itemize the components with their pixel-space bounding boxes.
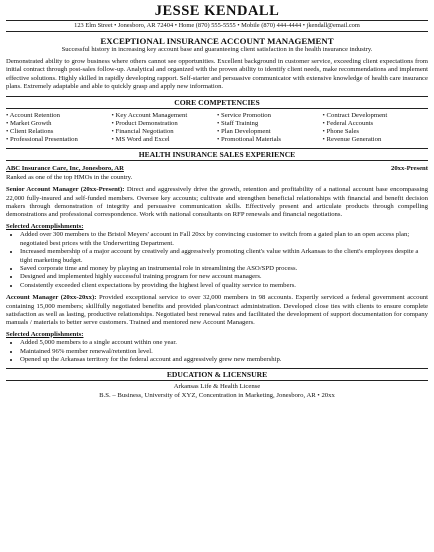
competency-item: • Professional Presentation <box>6 136 112 144</box>
competency-item: • Financial Negotiation <box>112 128 218 136</box>
candidate-name: JESSE KENDALL <box>154 3 280 19</box>
competency-item: • Key Account Management <box>112 112 218 120</box>
list-item: • Added 5,000 members to a single account within one year. <box>20 339 428 347</box>
role-account-manager <box>6 294 428 328</box>
competency-column <box>323 112 429 145</box>
role-title: Senior Account Manager (20xx-Present): <box>6 186 125 194</box>
list-item: • Maintained 96% member renewal/retention level. <box>20 348 428 356</box>
competency-column <box>112 112 218 145</box>
contact-line: 123 Elm Street • Jonesboro, AR 72404 • Home (870) 555-5555 • Mobile (870) 444-4444 • jkendall@email.com <box>6 20 428 32</box>
competency-item: • Market Growth <box>6 120 112 128</box>
role-title: Account Manager (20xx-20xx): <box>6 294 97 302</box>
accomplishments-label: Selected Accomplishments: <box>6 330 84 338</box>
competency-item: • Revenue Generation <box>323 136 429 144</box>
list-item: • Added over 300 members to the Bristol Meyers' account in Fall 20xx by convincing customer to switch from a gated plan to an open access plan; negotiated best prices with the Underwriting Department. <box>20 231 428 248</box>
competency-item: • MS Word and Excel <box>112 136 218 144</box>
education-heading: EDUCATION & LICENSURE <box>6 368 428 381</box>
experience-heading: HEALTH INSURANCE SALES EXPERIENCE <box>6 148 428 161</box>
competency-item: • Promotional Materials <box>217 136 323 144</box>
competency-item: • Product Demonstration <box>112 120 218 128</box>
employer-ranking: Ranked as one of the top HMOs in the country. <box>6 173 133 181</box>
competency-item: • Contract Development <box>323 112 429 120</box>
accomplishments-list <box>6 339 428 364</box>
competency-item: • Plan Development <box>217 128 323 136</box>
degree-line: B.S. – Business, University of XYZ, Concentration in Marketing, Jonesboro, AR • 20xx <box>99 391 335 399</box>
license-line: Arkansas Life & Health License <box>173 383 261 391</box>
competencies-heading: CORE COMPETENCIES <box>6 96 428 109</box>
accomplishments-label: Selected Accomplishments: <box>6 222 84 230</box>
competency-item: • Staff Training <box>217 120 323 128</box>
role-description: Direct and aggressively drive the growth, retention and profitability of a national account base encompassing 22,000 fully-insured and self-funded members. Oversee key accounts; cultivate and strengthen beneficial relationships with financial and benefit decision makers through demonstration of integrity and persuasive communication skills. Effectively present and articulate products through compelling demonstrations and professional correspondence. Work with national consultants on RFP renewals and financial negotiations. <box>6 186 428 219</box>
role-senior-account-manager <box>6 186 428 220</box>
list-item: • Saved corporate time and money by playing an instrumental role in streamlining the ASO/SPD process. <box>20 265 428 273</box>
role-description: Provided exceptional service to over 32,000 members in 98 accounts. Expertly serviced a federal government account containing 15,000 members; skillfully negotiated benefits and provided plan/contract administration. Developed close ties with clients to ensure complete satisfaction as well as lasting, productive relationships. Negotiated best renewal rates and facilitated the development of support documentation for company manuals / materials to better serve customers. Trained and mentored new Account Managers. <box>6 294 428 327</box>
competency-item: • Federal Accounts <box>323 120 429 128</box>
competency-column <box>6 112 112 145</box>
competency-column <box>217 112 323 145</box>
employer-line <box>6 165 428 173</box>
competency-item: • Phone Sales <box>323 128 429 136</box>
competencies-grid <box>6 112 428 145</box>
competency-item: • Account Retention <box>6 112 112 120</box>
employment-dates: 20xx-Present <box>390 165 428 173</box>
list-item: • Opened up the Arkansas territory for the federal account and aggressively grew new membership. <box>20 356 428 364</box>
resume-tagline: Successful history in increasing key account base and guaranteeing client satisfaction in the health insurance industry. <box>61 46 373 53</box>
employer-name: ABC Insurance Care, Inc, Jonesboro, AR <box>6 165 124 173</box>
competency-item: • Client Relations <box>6 128 112 136</box>
list-item: • Designed and implemented highly successful training program for new account managers. <box>20 273 428 281</box>
summary-paragraph: Demonstrated ability to grow business where others cannot see opportunities. Excellent background in customer service, exceeding client expectations from initial contract through post-sales follow-up. Analytical and organized with the proven ability to identify client needs, make recommendations and implement effective solutions. Highly skilled in rapidly developing rapport. Self-starter and persuasive communicator with extensive knowledge of health care insurance plans. Extremely adaptable and able to quickly grasp and apply new information. <box>6 58 428 91</box>
competency-item: • Service Promotion <box>217 112 323 120</box>
list-item: • Increased membership of a major account by creatively and aggressively promoting client's value within Arkansas to the client's employees despite a tight marketing budget. <box>20 248 428 265</box>
accomplishments-list <box>6 231 428 290</box>
resume-headline: EXCEPTIONAL INSURANCE ACCOUNT MANAGEMENT <box>100 36 334 46</box>
resume-page <box>6 2 428 401</box>
list-item: • Consistently exceeded client expectations by providing the highest level of quality service to members. <box>20 282 428 290</box>
